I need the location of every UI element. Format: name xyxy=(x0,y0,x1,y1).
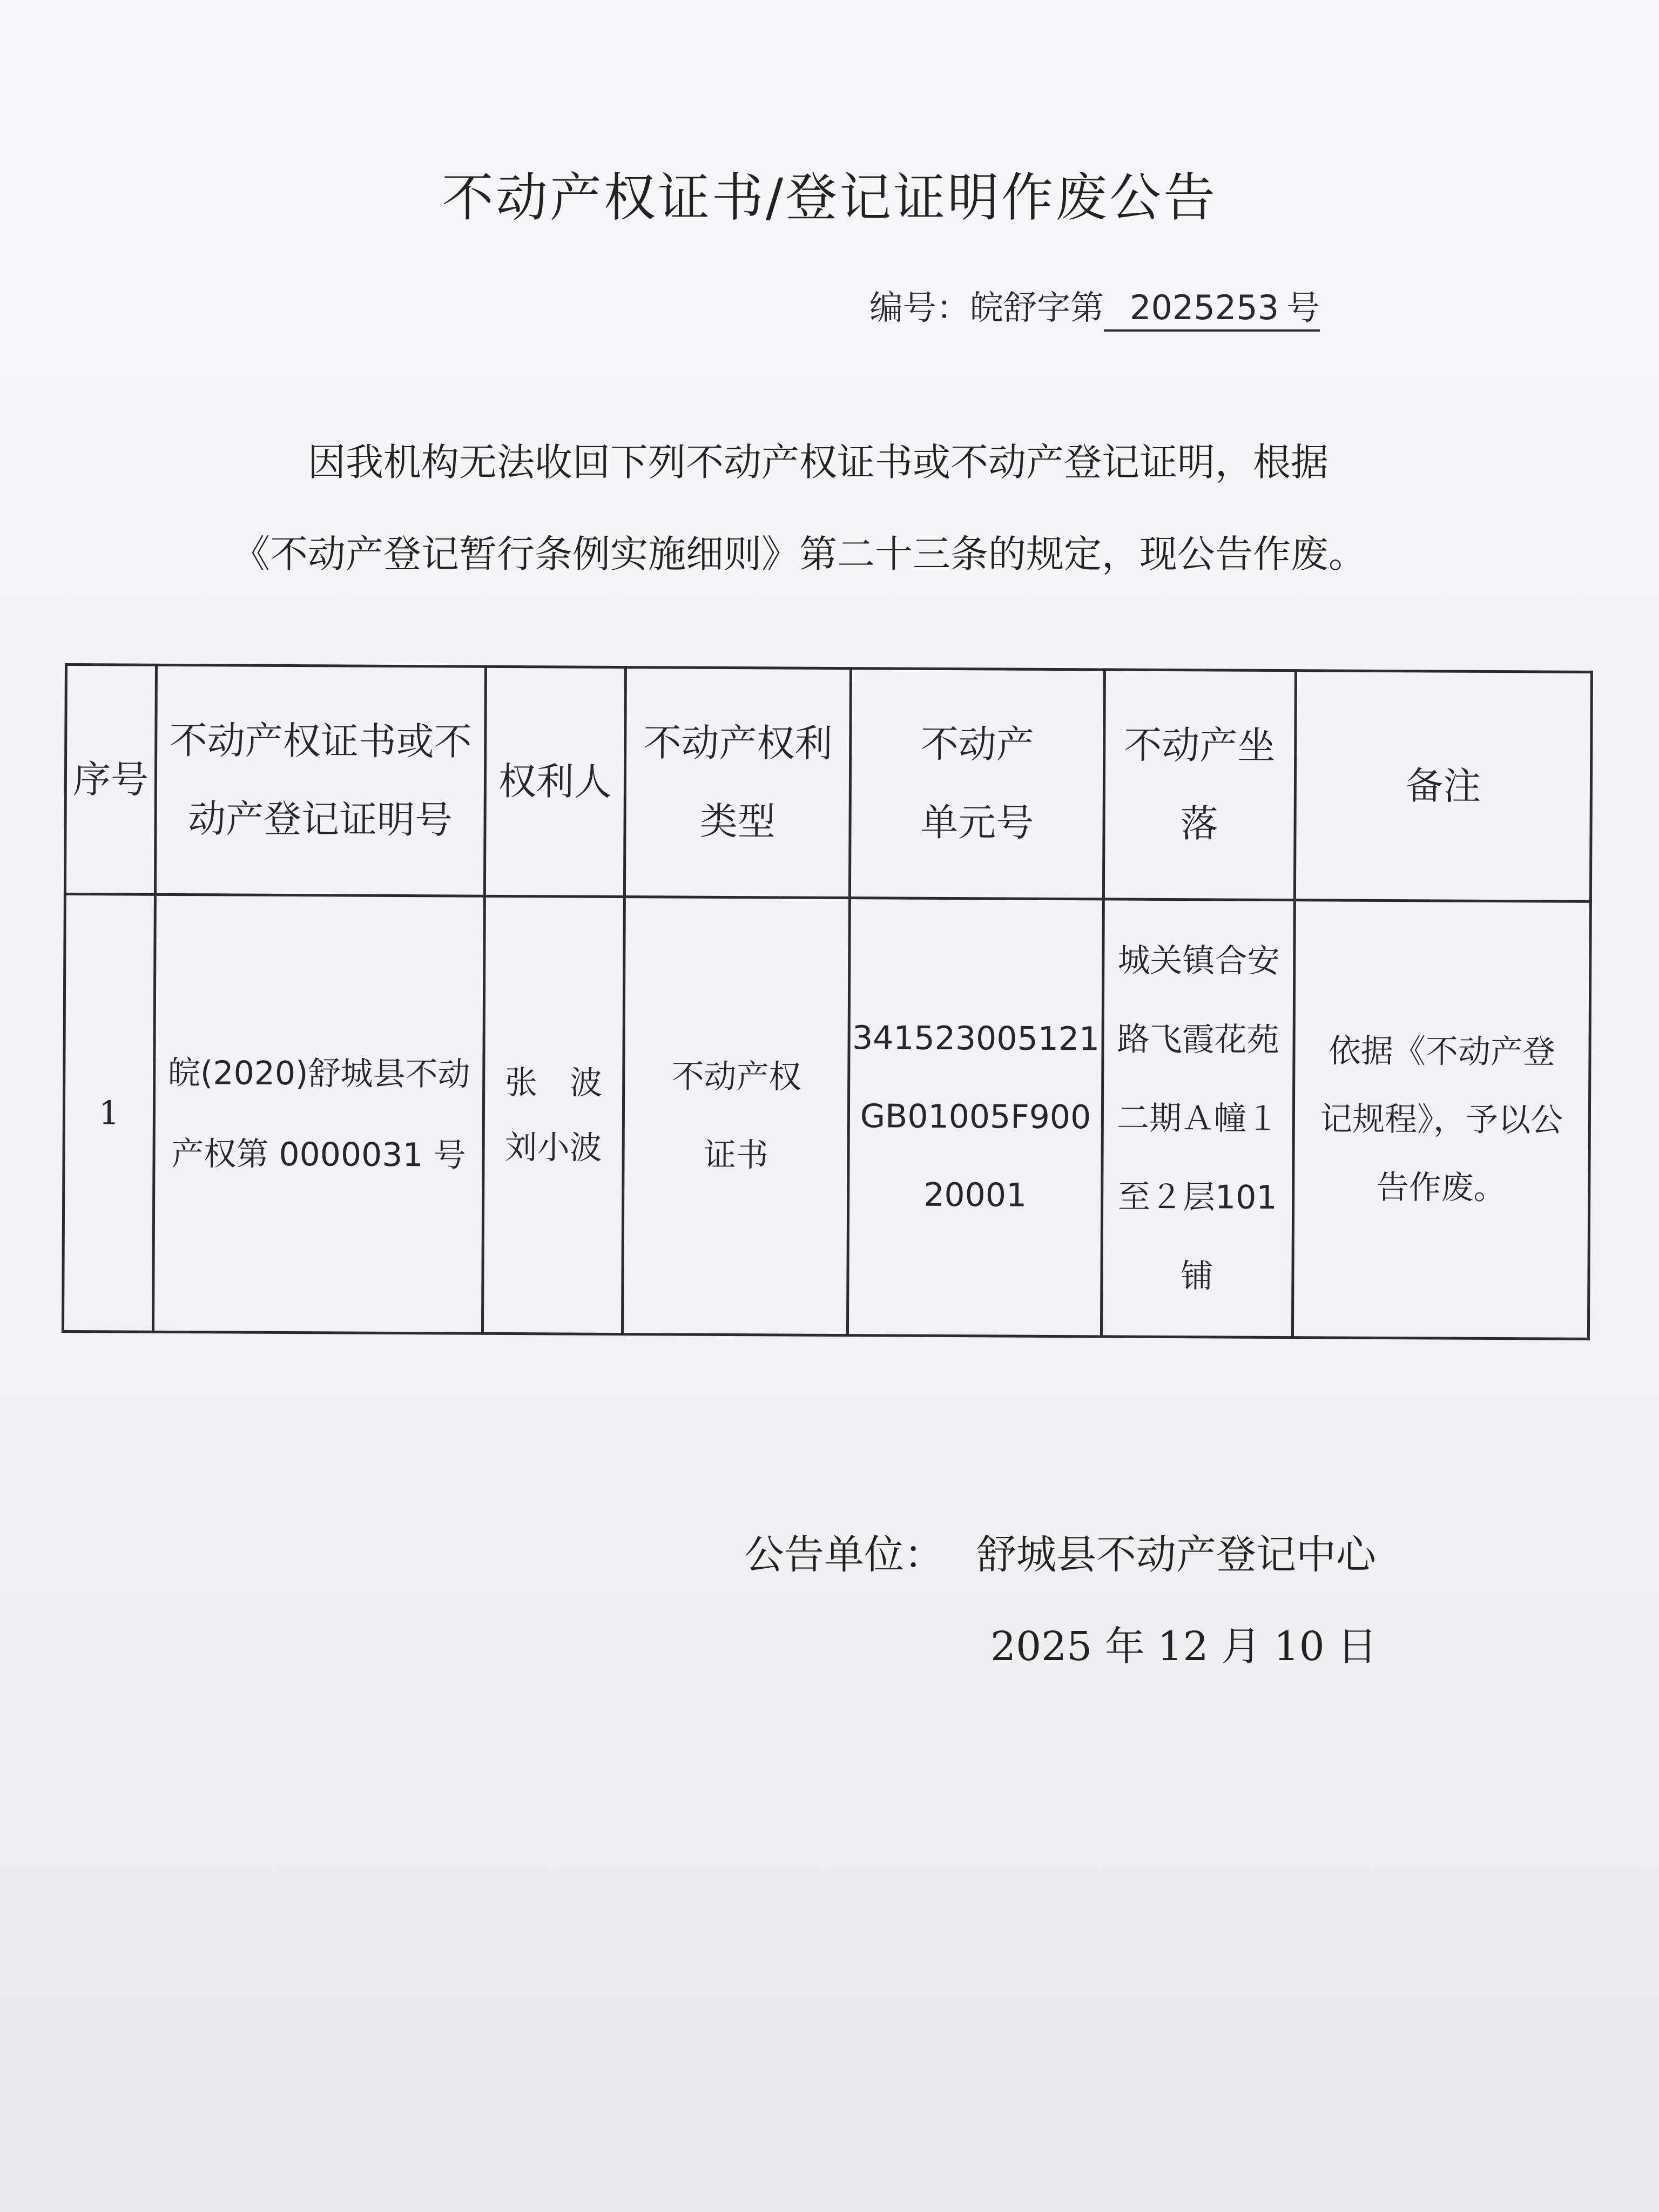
header-cert-number: 不动产权证书或不 动产登记证明号 xyxy=(156,665,486,896)
issuing-organization xyxy=(744,1523,1376,1580)
cell-location: 城关镇合安 路飞霞花苑 二期Ａ幢１ 至２层101 铺 xyxy=(1101,899,1294,1338)
header-location: 不动产坐 落 xyxy=(1103,670,1296,900)
cell-holder: 张 波 刘小波 xyxy=(482,896,624,1334)
document-number-value: 2025253 xyxy=(1104,288,1286,332)
table-header-row xyxy=(65,665,1591,902)
cell-right-type: 不动产权 证书 xyxy=(623,897,850,1336)
header-right-type: 不动产权利 类型 xyxy=(625,667,851,898)
header-holder: 权利人 xyxy=(484,666,626,896)
document-number-prefix: 编号：皖舒字第 xyxy=(869,288,1104,327)
organization-name: 舒城县不动产登记中心 xyxy=(976,1532,1376,1578)
organization-label: 公告单位： xyxy=(744,1532,944,1578)
notice-paragraph-line-2: 《不动产登记暂行条例实施细则》第二十三条的规定，现公告作废。 xyxy=(232,532,1366,576)
cell-unit-number: 341523005121 GB01005F900 20001 xyxy=(848,898,1103,1337)
cell-seq: 1 xyxy=(63,894,155,1332)
notice-paragraph-line-1: 因我机构无法收回下列不动产权证书或不动产登记证明，根据 xyxy=(308,440,1328,484)
void-certificate-table xyxy=(62,663,1593,1340)
document-number xyxy=(869,281,1320,332)
header-seq: 序号 xyxy=(65,665,156,895)
cell-note: 依据《不动产登 记规程》，予以公 告作废。 xyxy=(1292,900,1590,1339)
header-note: 备注 xyxy=(1294,671,1592,902)
page-title: 不动产权证书/登记证明作废公告 xyxy=(441,167,1218,228)
notice-date: 2025 年 12 月 10 日 xyxy=(990,1623,1378,1670)
table-row xyxy=(63,894,1590,1339)
cell-cert-number: 皖(2020)舒城县不动 产权第 0000031 号 xyxy=(153,894,484,1333)
header-unit-number: 不动产 单元号 xyxy=(850,669,1104,899)
document-number-suffix: 号 xyxy=(1286,288,1320,332)
